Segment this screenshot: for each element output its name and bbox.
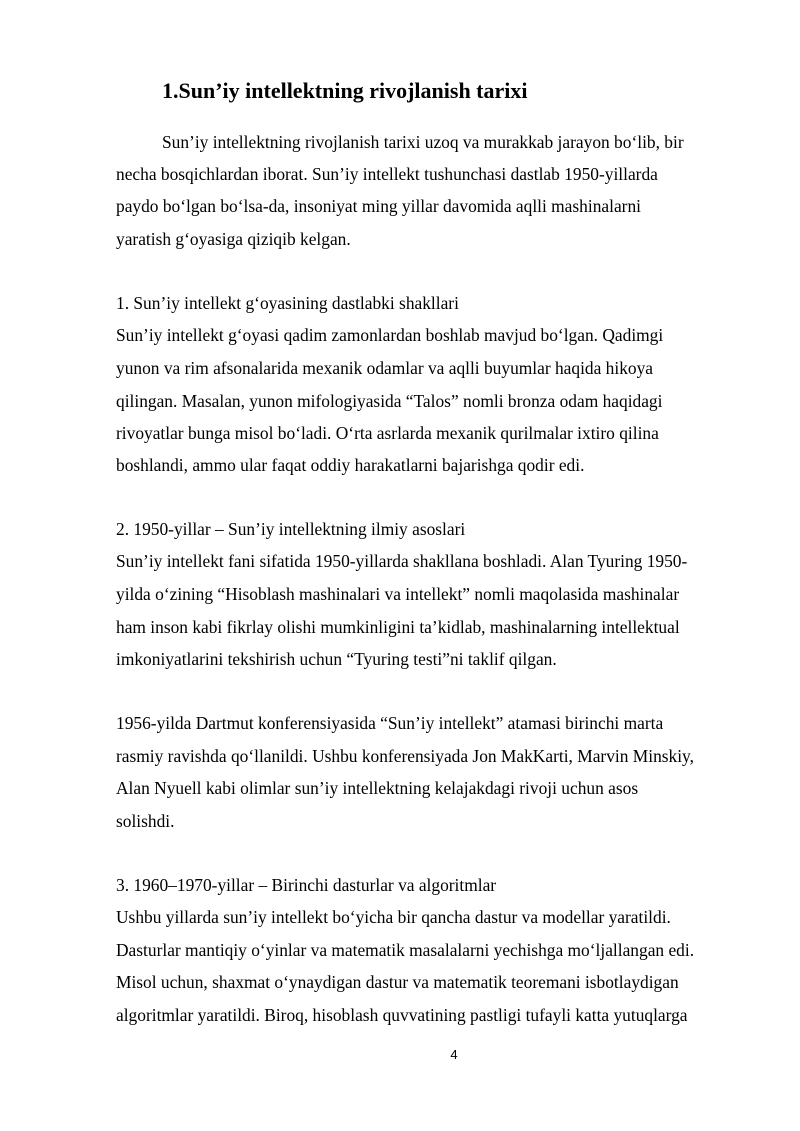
text-line: yaratish g‘oyasiga qiziqib kelgan. — [116, 229, 351, 249]
text-line: qilingan. Masalan, yunon mifologiyasida “Talos” nomli bronza odam haqidagi — [116, 391, 663, 411]
text-line: Dasturlar mantiqiy o‘yinlar va matematik masalalarni yechishga mo‘ljallangan edi. — [116, 940, 695, 960]
text-line: Sun’iy intellektning rivojlanish tarixi uzoq va murakkab jarayon bo‘lib, bir — [162, 132, 684, 152]
text-line: rasmiy ravishda qo‘llanildi. Ushbu konferensiyada Jon MakKarti, Marvin Minskiy, — [116, 746, 694, 766]
text-line: yunon va rim afsonalarida mexanik odamlar va aqlli buyumlar haqida hikoya — [116, 358, 654, 378]
text-line: necha bosqichlardan iborat. Sun’iy intellekt tushunchasi dastlab 1950-yillarda — [116, 164, 658, 184]
text-line: boshlandi, ammo ular faqat oddiy harakatlarni bajarishga qodir edi. — [116, 455, 585, 475]
text-line: Alan Nyuell kabi olimlar sun’iy intellektning kelajakdagi rivoji uchun asos — [116, 778, 639, 798]
text-line: imkoniyatlarini tekshirish uchun “Tyuring testi”ni taklif qilgan. — [116, 649, 557, 669]
text-line: algoritmlar yaratildi. Biroq, hisoblash quvvatining pastligi tufayli katta yutuqlarga — [116, 1005, 688, 1025]
page-title: 1.Sun’iy intellektning rivojlanish tarixi — [162, 78, 528, 103]
page-number: 4 — [450, 1047, 458, 1062]
text-line: Sun’iy intellekt fani sifatida 1950-yillarda shakllana boshladi. Alan Tyuring 1950- — [116, 551, 688, 571]
section-heading: 3. 1960–1970-yillar – Birinchi dasturlar va algoritmlar — [116, 875, 497, 895]
text-line: paydo bo‘lgan bo‘lsa-da, insoniyat ming yillar davomida aqlli mashinalarni — [116, 196, 641, 216]
section-heading: 2. 1950-yillar – Sun’iy intellektning ilmiy asoslari — [116, 519, 466, 539]
text-line: yilda o‘zining “Hisoblash mashinalari va intellekt” nomli maqolasida mashinalar — [116, 584, 680, 604]
text-line: Sun’iy intellekt g‘oyasi qadim zamonlardan boshlab mavjud bo‘lgan. Qadimgi — [116, 325, 664, 345]
text-line: Ushbu yillarda sun’iy intellekt bo‘yicha bir qancha dastur va modellar yaratildi. — [116, 907, 671, 927]
text-line: rivoyatlar bunga misol bo‘ladi. O‘rta asrlarda mexanik qurilmalar ixtiro qilina — [116, 423, 659, 443]
section-heading: 1. Sun’iy intellekt g‘oyasining dastlabki shakllari — [116, 293, 459, 313]
text-line: Misol uchun, shaxmat o‘ynaydigan dastur va matematik teoremani isbotlaydigan — [116, 972, 679, 992]
text-line: ham inson kabi fikrlay olishi mumkinligini ta’kidlab, mashinalarning intellektual — [116, 617, 680, 637]
text-line: solishdi. — [116, 811, 175, 831]
text-line: 1956-yilda Dartmut konferensiyasida “Sun’iy intellekt” atamasi birinchi marta — [116, 713, 664, 733]
